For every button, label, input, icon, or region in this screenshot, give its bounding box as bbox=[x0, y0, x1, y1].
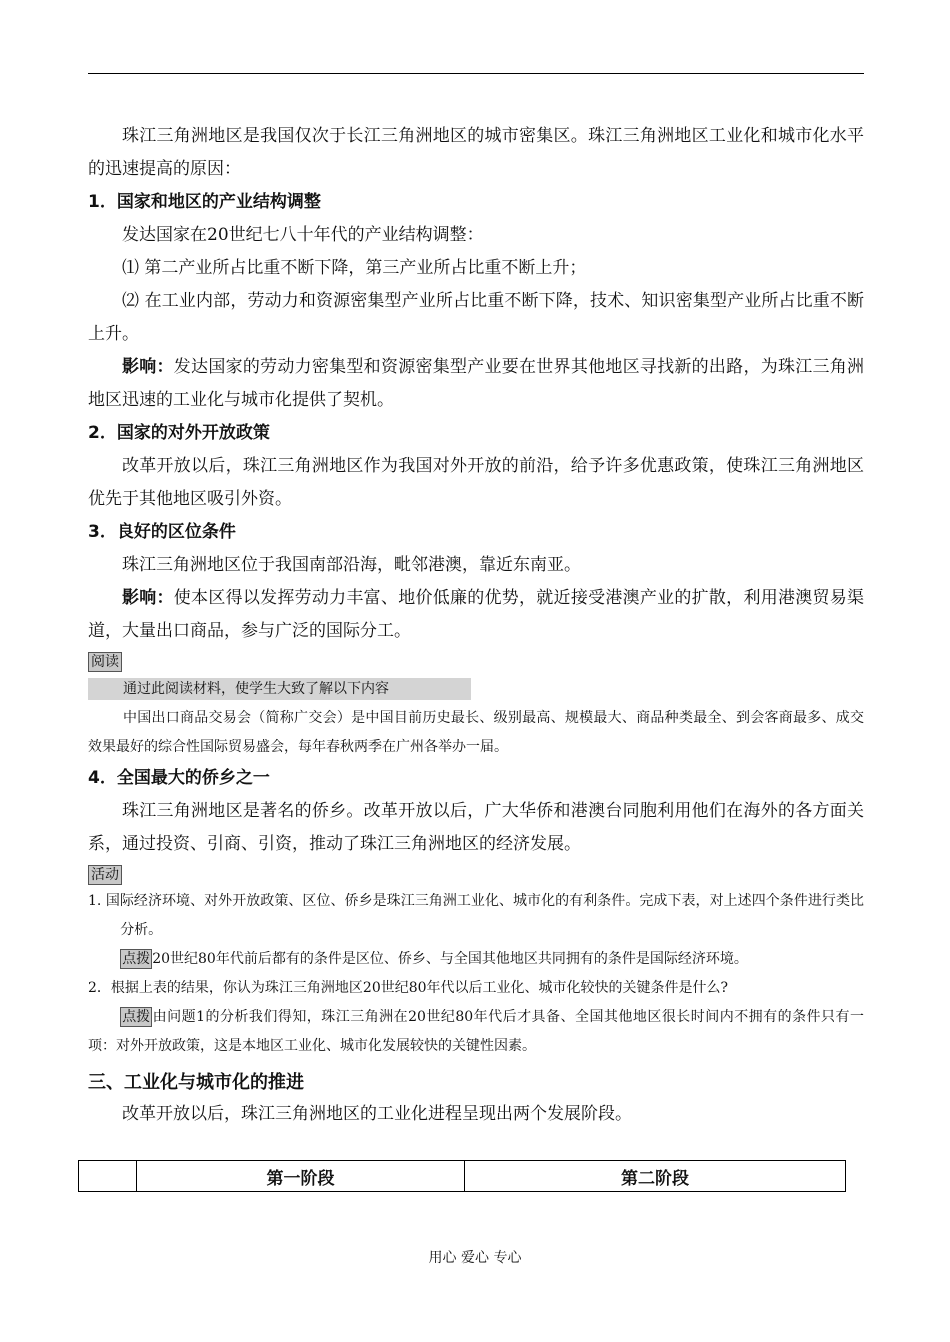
table-row bbox=[79, 1161, 846, 1192]
section-4-paragraph: 珠江三角洲地区是著名的侨乡。改革开放以后，广大华侨和港澳台同胞利用他们在海外的各方面关系，通过投资、引商、引资，推动了珠江三角洲地区的经济发展。 bbox=[88, 801, 864, 854]
section-3-paragraph: 珠江三角洲地区位于我国南部沿海，毗邻港澳，靠近东南亚。 bbox=[122, 555, 581, 575]
table-header-cell bbox=[79, 1161, 137, 1192]
table-header-cell: 第一阶段 bbox=[137, 1161, 465, 1192]
part-3-paragraph: 改革开放以后，珠江三角洲地区的工业化进程呈现出两个发展阶段。 bbox=[122, 1104, 632, 1124]
activity-tip-2 bbox=[88, 1003, 864, 1061]
impact-text: 使本区得以发挥劳动力丰富、地价低廉的优势，就近接受港澳产业的扩散，利用港澳贸易渠道，大量出口商品，参与广泛的国际分工。 bbox=[88, 588, 865, 641]
header-rule bbox=[88, 73, 864, 74]
section-1-impact bbox=[88, 351, 864, 417]
tip-label: 点拨 bbox=[122, 951, 151, 967]
activity-tip-1 bbox=[88, 945, 864, 974]
activity-question-1: 1. 国际经济环境、对外开放政策、区位、侨乡是珠江三角洲工业化、城市化的有利条件。完成下表，对上述四个条件进行类比分析。 bbox=[88, 893, 864, 938]
reading-text: 中国出口商品交易会（简称广交会）是中国目前历史最长、级别最高、规模最大、商品种类最全、到会客商最多、成交效果最好的综合性国际贸易盛会，每年春秋两季在广州各举办一届。 bbox=[88, 710, 864, 755]
impact-label: 影响： bbox=[122, 588, 174, 608]
section-1-paragraph-1: 发达国家在20世纪七八十年代的产业结构调整： bbox=[122, 225, 484, 245]
section-2-paragraph: 改革开放以后，珠江三角洲地区作为我国对外开放的前沿，给予许多优惠政策，使珠江三角洲地区优先于其他地区吸引外资。 bbox=[88, 456, 864, 509]
section-1-item-1: ⑴ 第二产业所占比重不断下降，第三产业所占比重不断上升； bbox=[122, 258, 587, 278]
section-3-heading: 3．良好的区位条件 bbox=[88, 522, 236, 542]
section-1-heading: 1．国家和地区的产业结构调整 bbox=[88, 192, 321, 212]
tip-text: 20世纪80年代前后都有的条件是区位、侨乡、与全国其他地区共同拥有的条件是国际经济环境。 bbox=[152, 951, 748, 967]
part-3-heading: 三、工业化与城市化的推进 bbox=[88, 1072, 304, 1093]
impact-label: 影响： bbox=[122, 357, 174, 377]
reading-intro: 通过此阅读材料，使学生大致了解以下内容 bbox=[88, 678, 471, 700]
table-header-cell: 第二阶段 bbox=[465, 1161, 846, 1192]
section-3-impact bbox=[88, 582, 864, 648]
activity-question-2: 2．根据上表的结果，你认为珠江三角洲地区20世纪80年代以后工业化、城市化较快的关键条件是什么? bbox=[88, 980, 729, 996]
section-4-heading: 4．全国最大的侨乡之一 bbox=[88, 768, 270, 788]
tip-text: 由问题1的分析我们得知，珠江三角洲在20世纪80年代后才具备、全国其他地区很长时间内不拥有的条件只有一项：对外开放政策，这是本地区工业化、城市化发展较快的关键性因素。 bbox=[88, 1009, 864, 1054]
tip-label: 点拨 bbox=[122, 1009, 151, 1025]
section-2-heading: 2．国家的对外开放政策 bbox=[88, 423, 270, 443]
activity-tag: 活动 bbox=[88, 865, 122, 885]
intro-paragraph: 珠江三角洲地区是我国仅次于长江三角洲地区的城市密集区。珠江三角洲地区工业化和城市化水平的迅速提高的原因： bbox=[88, 126, 864, 179]
section-1-item-2: ⑵ 在工业内部，劳动力和资源密集型产业所占比重不断下降，技术、知识密集型产业所占比重不断上升。 bbox=[88, 291, 864, 344]
page-footer: 用心 爱心 专心 bbox=[428, 1250, 522, 1266]
impact-text: 发达国家的劳动力密集型和资源密集型产业要在世界其他地区寻找新的出路，为珠江三角洲地区迅速的工业化与城市化提供了契机。 bbox=[88, 357, 865, 410]
stage-table bbox=[78, 1160, 846, 1192]
document-body bbox=[88, 120, 864, 1131]
reading-tag: 阅读 bbox=[88, 652, 122, 672]
